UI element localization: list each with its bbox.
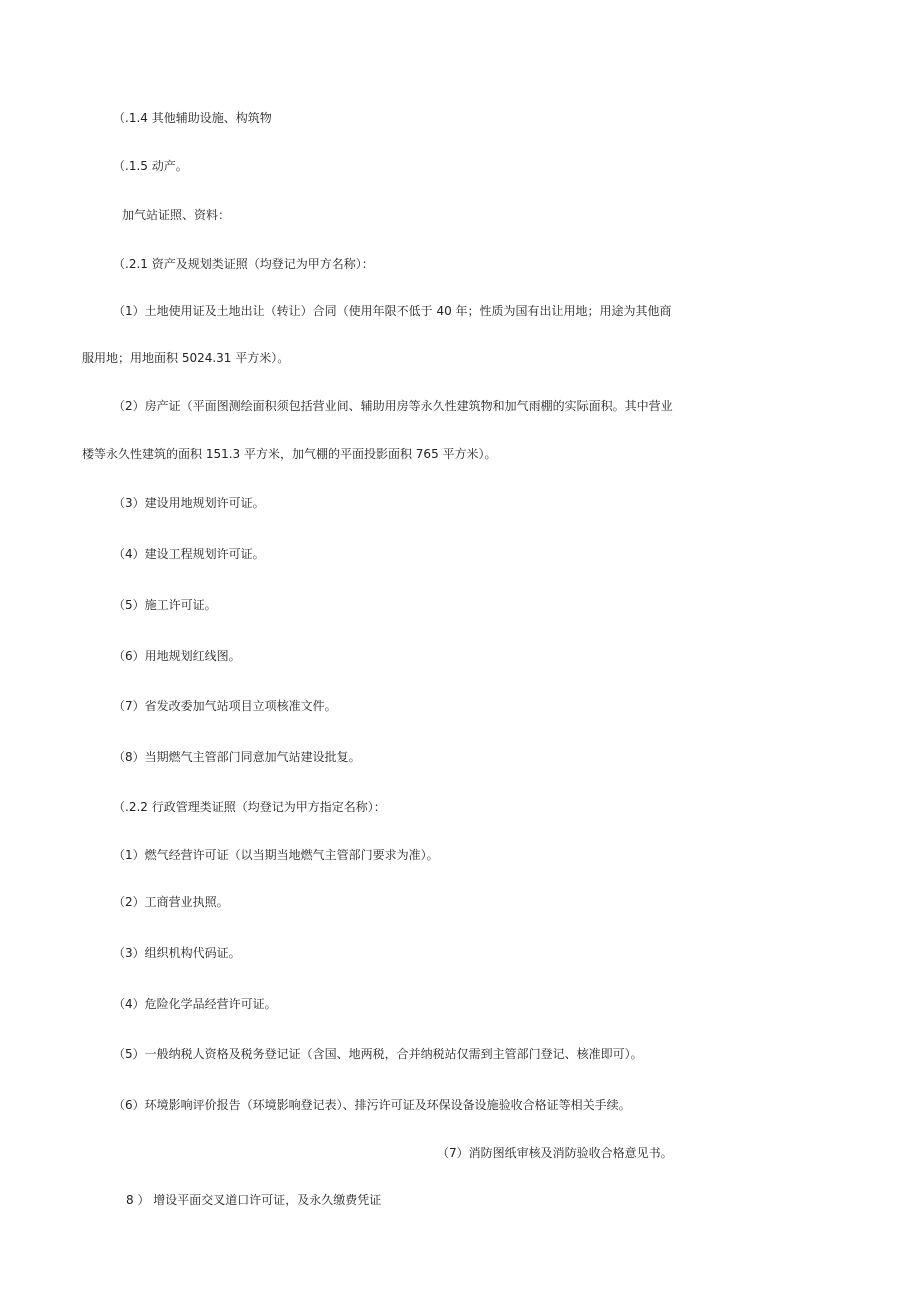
admin-item-1: （1）燃气经营许可证（以当期当地燃气主管部门要求为准）。 bbox=[113, 848, 439, 862]
admin-item-3: （3）组织机构代码证。 bbox=[113, 946, 241, 960]
list-item-1-cont: 服用地；用地面积 5024.31 平方米）。 bbox=[82, 351, 290, 365]
list-item-8: （8）当期燃气主管部门同意加气站建设批复。 bbox=[113, 750, 361, 764]
list-item-2-cont: 楼等永久性建筑的面积 151.3 平方米，加气棚的平面投影面积 765 平方米）。 bbox=[82, 447, 497, 461]
section-heading: 加气站证照、资料： bbox=[122, 208, 231, 222]
item-2-1: （.2.1 资产及规划类证照（均登记为甲方名称）： bbox=[113, 257, 374, 271]
list-item-4: （4）建设工程规划许可证。 bbox=[113, 547, 265, 561]
admin-item-8: 8 ） 增设平面交叉道口许可证，及永久缴费凭证 bbox=[126, 1193, 382, 1207]
admin-item-7: （7）消防图纸审核及消防验收合格意见书。 bbox=[437, 1146, 673, 1160]
item-2-2: （.2.2 行政管理类证照（均登记为甲方指定名称）： bbox=[113, 800, 386, 814]
item-1-5: （.1.5 动产。 bbox=[113, 159, 188, 173]
admin-item-2: （2）工商营业执照。 bbox=[113, 895, 229, 909]
list-item-7: （7）省发改委加气站项目立项核准文件。 bbox=[113, 699, 337, 713]
list-item-3: （3）建设用地规划许可证。 bbox=[113, 496, 265, 510]
list-item-1: （1）土地使用证及土地出让（转让）合同（使用年限不低于 40 年；性质为国有出让用地；用途为其他商 bbox=[113, 304, 672, 318]
list-item-6: （6）用地规划红线图。 bbox=[113, 649, 241, 663]
admin-item-4: （4）危险化学品经营许可证。 bbox=[113, 997, 277, 1011]
list-item-2: （2）房产证（平面图测绘面积须包括营业间、辅助用房等永久性建筑物和加气雨棚的实际面积。其中营业 bbox=[113, 399, 673, 413]
admin-item-5: （5）一般纳税人资格及税务登记证（含国、地两税，合并纳税站仅需到主管部门登记、核准即可）。 bbox=[113, 1047, 643, 1061]
list-item-5: （5）施工许可证。 bbox=[113, 598, 217, 612]
admin-item-6: （6）环境影响评价报告（环境影响登记表）、排污许可证及环保设备设施验收合格证等相关手续。 bbox=[113, 1098, 631, 1112]
item-1-4: （.1.4 其他辅助设施、构筑物 bbox=[113, 111, 272, 125]
